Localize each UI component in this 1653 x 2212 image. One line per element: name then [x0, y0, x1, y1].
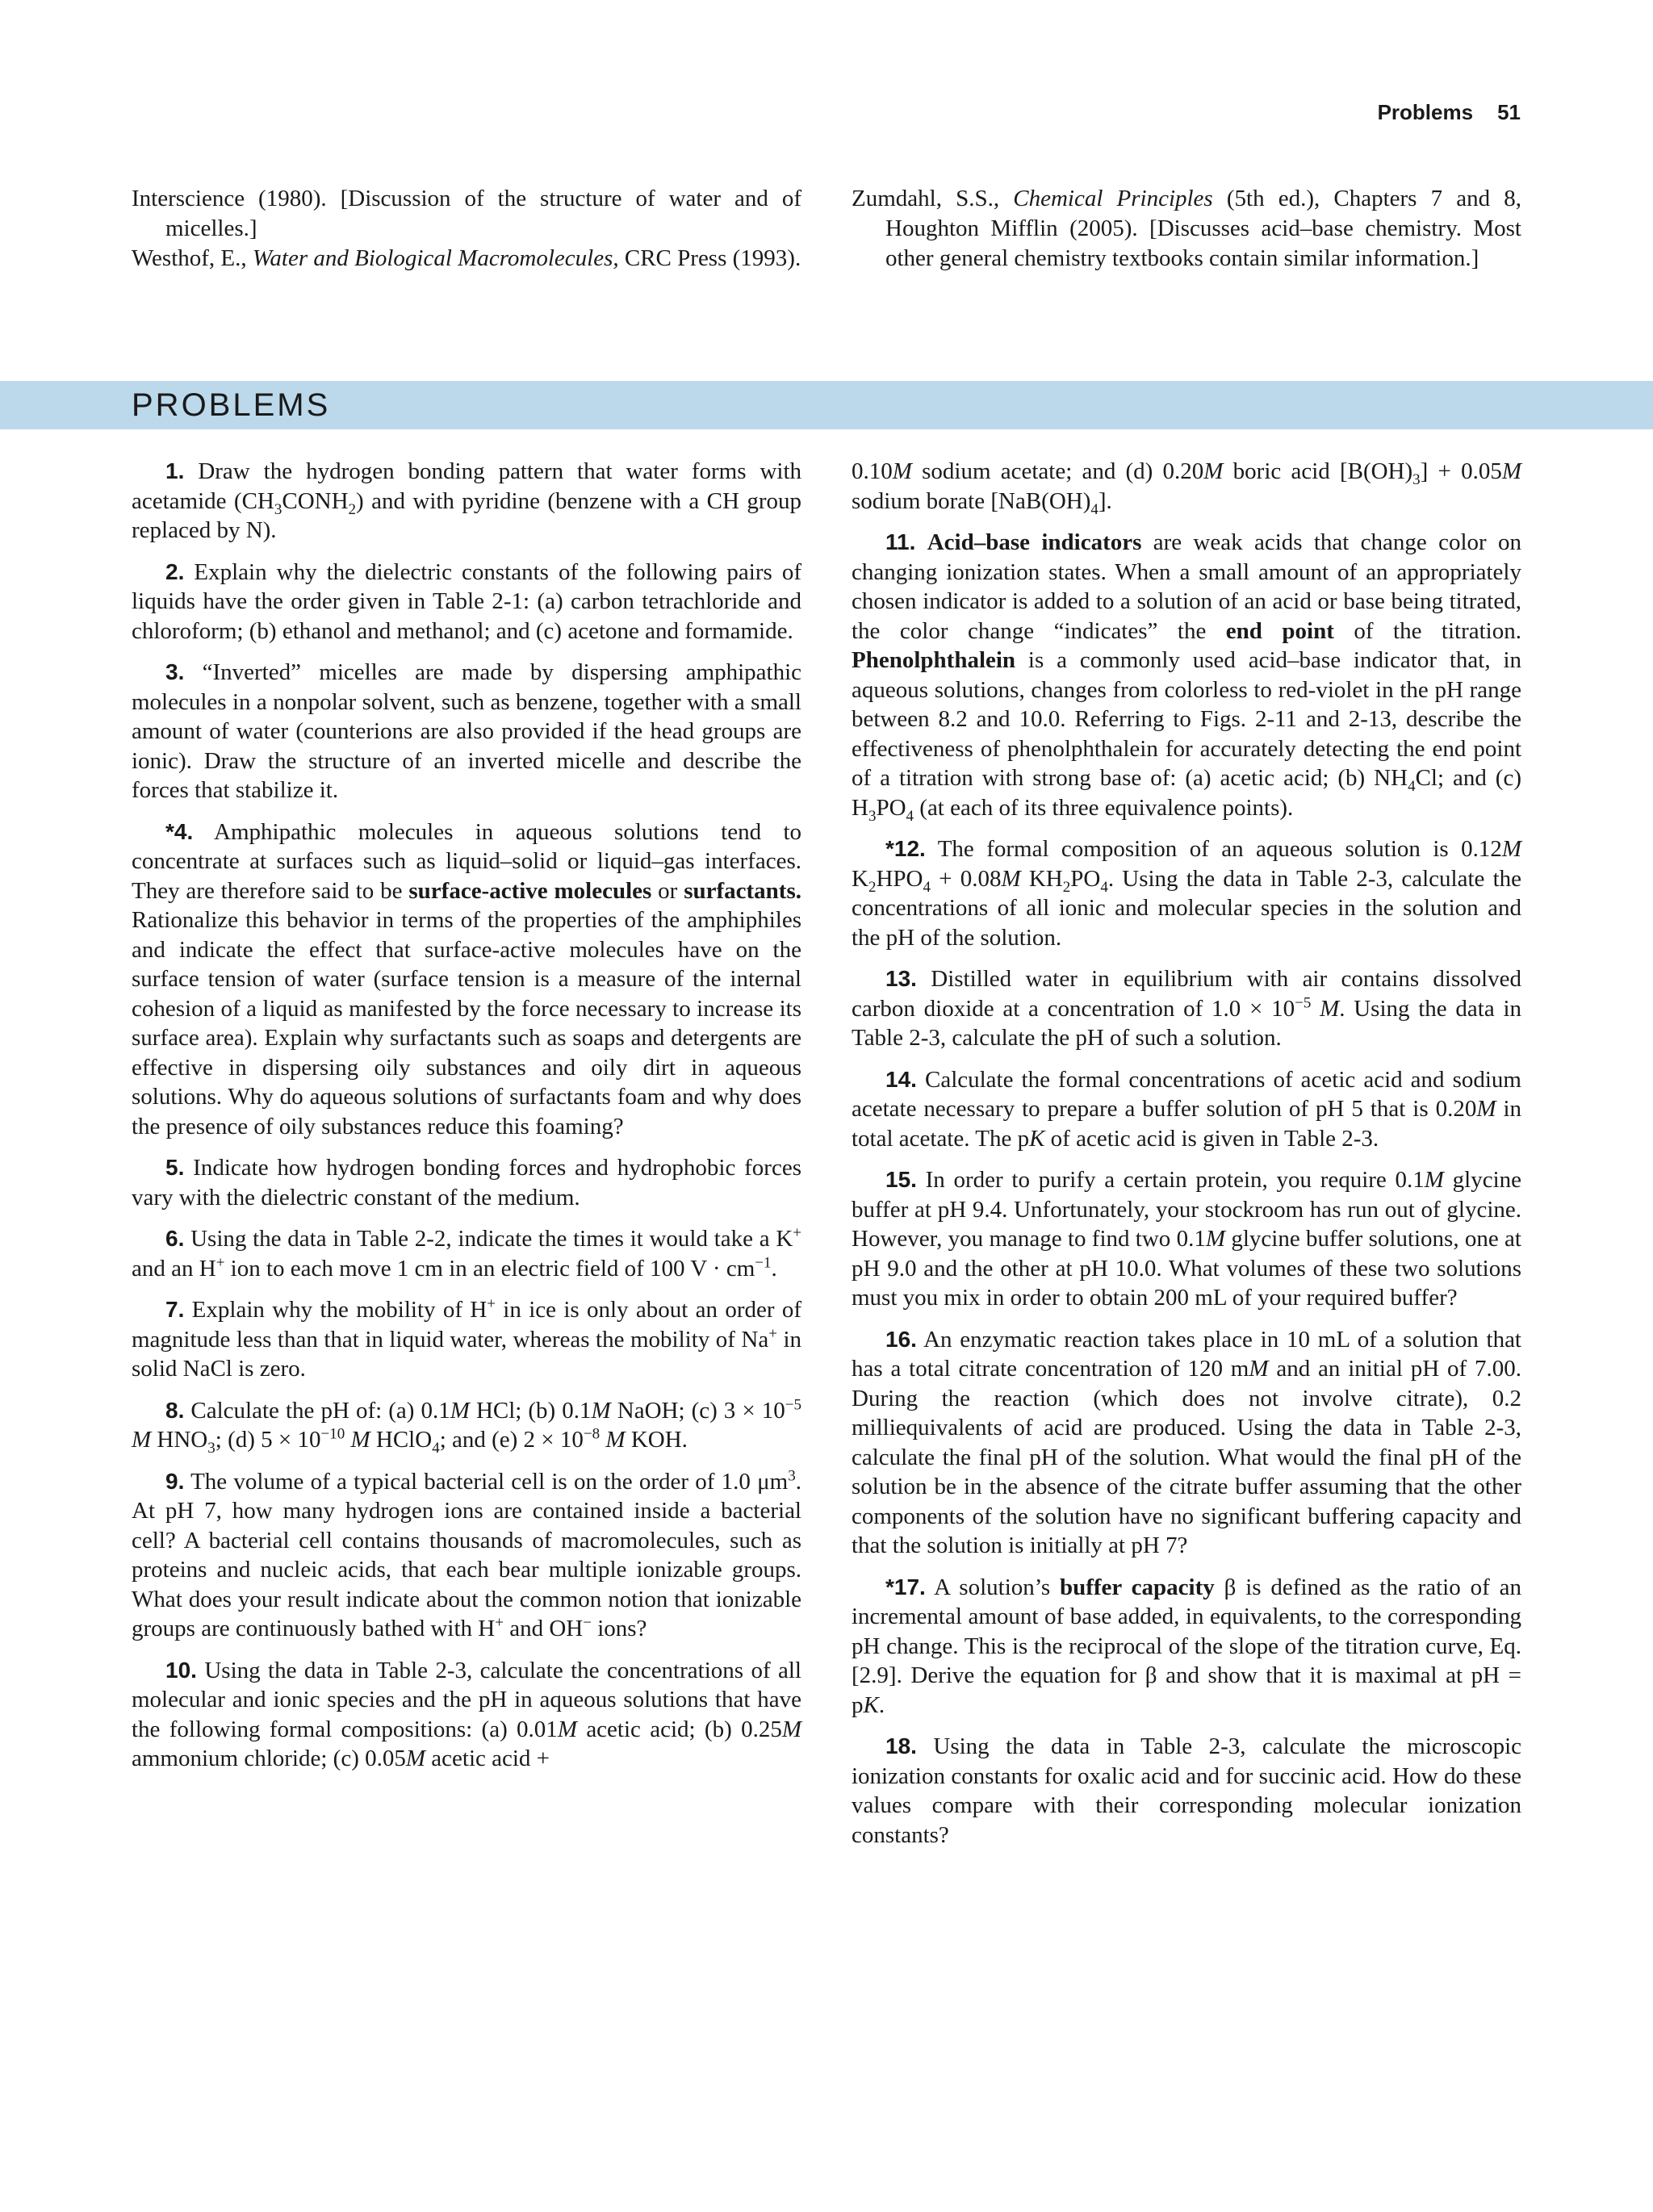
- references-left: [132, 184, 801, 274]
- problem-number: 2.: [165, 558, 185, 584]
- problem-number: *12.: [885, 836, 926, 861]
- problem-number: 18.: [885, 1733, 917, 1758]
- problem-item: 16. An enzymatic reaction takes place in 10 mL of a solution that has a total citrate concentration of 120 mM and an initial pH of 7.00. During the reaction (which does not involve citrate), 0.2 milliequivalents of acid are produced. Using the data in Table 2-3, calculate the final pH of the solution. What would the final pH of the solution be in the absence of the citrate buffer assuming that the other components of the solution have no significant buffering capacity and that the solution is initially at pH 7?: [852, 1326, 1521, 1558]
- problem-number: 15.: [885, 1167, 917, 1192]
- problem-item: *4. Amphipathic molecules in aqueous solutions tend to concentrate at surfaces such as liquid–solid or liquid–gas interfaces. They are therefore said to be surface-active molecules or surfactants. Rationalize this behavior in terms of the properties of the amphiphiles and indicate the effect that surface-active molecules have on the surface tension of water (surface tension is a measure of the internal cohesion of a liquid as manifested by the force necessary to increase its surface area). Explain why surfactants such as soaps and detergents are effective in dispersing oily substances and oily dirt in aqueous solutions. Why do aqueous solutions of surfactants foam and why does the presence of oily substances reduce this foaming?: [132, 818, 801, 1139]
- problem-item: 8. Calculate the pH of: (a) 0.1M HCl; (b) 0.1M NaOH; (c) $3 \times 10^{-5}$ M $HNO_3$; (d) $5 \times 10^{-10}$ M HClO$_4$; and (e) $2 \times 10^{-8}$ M KOH.: [132, 1395, 801, 1457]
- problem-number: 5.: [165, 1155, 185, 1180]
- problem-number: 3.: [165, 659, 185, 684]
- problem-item: 3. “Inverted” micelles are made by dispersing amphipathic molecules in a nonpolar solvent, such as benzene, together with a small amount of water (counterions are also provided if the head groups are ionic). Draw the structure of an inverted micelle and describe the forces that stabilize it.: [132, 659, 801, 803]
- running-head: [1378, 100, 1521, 125]
- section-title: PROBLEMS: [132, 387, 331, 423]
- problems-column-left: [132, 457, 801, 1786]
- problem-item: 5. Indicate how hydrogen bonding forces and hydrophobic forces vary with the dielectric constant of the medium.: [132, 1155, 801, 1211]
- page-number: 51: [1497, 100, 1521, 124]
- problem-number: 8.: [165, 1397, 185, 1423]
- problem-item: 14. Calculate the formal concentrations of acetic acid and sodium acetate necessary to prepare a buffer solution of pH 5 that is 0.20M in total acetate. The pK of acetic acid is given in Table 2-3.: [852, 1066, 1522, 1152]
- problem-item: 13. Distilled water in equilibrium with air contains dissolved carbon dioxide at a concentration of $1.0 \times 10^{-5}$ M. Using the data in Table 2-3, calculate the pH of such a solution.: [852, 966, 1521, 1051]
- problem-number: 14.: [885, 1066, 917, 1092]
- problem-item: 2. Explain why the dielectric constants of the following pairs of liquids have the order given in Table 2-1: (a) carbon tetrachloride and chloroform; (b) ethanol and methanol; and (c) acetone and formamide.: [132, 558, 801, 644]
- reference-entry: Interscience (1980). [Discussion of the structure of water and of micelles.]: [132, 186, 801, 241]
- references-right: [852, 184, 1521, 274]
- problem-item: 1. Draw the hydrogen bonding pattern that water forms with acetamide $(CH_3CONH_2)$ and with pyridine (benzene with a CH group replaced by N).: [132, 458, 801, 543]
- problem-item: 7. Explain why the mobility of H+ in ice is only about an order of magnitude less than that in liquid water, whereas the mobility of Na+ in solid NaCl is zero.: [132, 1295, 802, 1382]
- problem-item: 9. The volume of a typical bacterial cell is on the order of 1.0 $\mu m^3$. At pH 7, how many hydrogen ions are contained inside a bacterial cell? A bacterial cell contains thousands of macromolecules, such as proteins and nucleic acids, that each bear multiple ionizable groups. What does your result indicate about the common notion that ionizable groups are continuously bathed with H+ and OH− ions?: [132, 1466, 801, 1641]
- problem-number: *17.: [885, 1574, 926, 1599]
- running-head-section: Problems: [1377, 100, 1474, 124]
- problem-number: 1.: [165, 458, 185, 483]
- problem-number: 6.: [165, 1226, 185, 1251]
- problem-number: 16.: [885, 1326, 917, 1352]
- problem-item: 11. Acid–base indicators are weak acids that change color on changing ionization states. When a small amount of an appropriately chosen indicator is added to a solution of an acid or base being titrated, the color change “indicates” the end point of the titration. Phenolphthalein is a commonly used acid–base indicator that, in aqueous solutions, changes from colorless to red-violet in the pH range between 8.2 and 10.0. Referring to Figs. 2-11 and 2-13, describe the effectiveness of phenolphthalein for accurately detecting the end point of a titration with strong base of: (a) acetic acid; (b) $NH_4Cl$; and (c) $H_3PO_4$ (at each of its three equivalence points).: [852, 529, 1522, 825]
- problem-item: *12. The formal composition of an aqueous solution is 0.12M $K_2HPO_4 + 0.08M$ $KH_2PO_4$. Using the data in Table 2-3, calculate the concentrations of all ionic and molecular species in the solution and the pH of the solution.: [852, 836, 1522, 951]
- reference-entry: Zumdahl, S.S., Chemical Principles (5th ed.), Chapters 7 and 8, Houghton Mifflin (2005). [Discusses acid–base chemistry. Most other general chemistry textbooks contain similar information.]: [852, 186, 1521, 271]
- problem-item: 18. Using the data in Table 2-3, calculate the microscopic ionization constants for oxalic acid and for succinic acid. How do these values compare with their corresponding molecular ionization constants?: [852, 1733, 1521, 1848]
- problem-number: 11.: [885, 529, 916, 554]
- problem-number: 9.: [165, 1468, 185, 1494]
- problem-item: 6. Using the data in Table 2-2, indicate the times it would take a K+ and an H+ ion to each move 1 cm in an electric field of 100 $V \cdot cm^{-1}$.: [132, 1224, 801, 1282]
- problem-number: 10.: [165, 1657, 197, 1683]
- problem-item: 10. Using the data in Table 2-3, calculate the concentrations of all molecular and ionic species and the pH in aqueous solutions that have the following formal compositions: (a) 0.01M acetic acid; (b) 0.25M ammonium chloride; (c) 0.05M acetic acid +: [132, 1657, 801, 1771]
- problem-number: 7.: [165, 1297, 185, 1322]
- problem-continuation: 0.10M sodium acetate; and (d) 0.20M boric acid $[B(OH)_3] + 0.05M$ sodium borate $[NaB(OH)_4]$.: [852, 458, 1521, 518]
- problem-item: 15. In order to purify a certain protein, you require 0.1M glycine buffer at pH 9.4. Unfortunately, your stockroom has run out of glycine. However, you manage to find two 0.1M glycine buffer solutions, one at pH 9.0 and the other at pH 10.0. What volumes of these two solutions must you mix in order to obtain 200 mL of your required buffer?: [852, 1167, 1521, 1311]
- reference-entry: Westhof, E., Water and Biological Macromolecules, CRC Press (1993).: [132, 245, 801, 271]
- problems-section-band: [0, 381, 1653, 429]
- problem-number: *4.: [165, 818, 194, 844]
- problem-number: 13.: [885, 966, 917, 991]
- problem-item: *17. A solution’s buffer capacity β is defined as the ratio of an incremental amount of base added, in equivalents, to the corresponding pH change. This is the reciprocal of the slope of the titration curve, Eq. [2.9]. Derive the equation for β and show that it is maximal at pH = pK.: [852, 1574, 1521, 1718]
- problems-column-right: [852, 457, 1521, 1862]
